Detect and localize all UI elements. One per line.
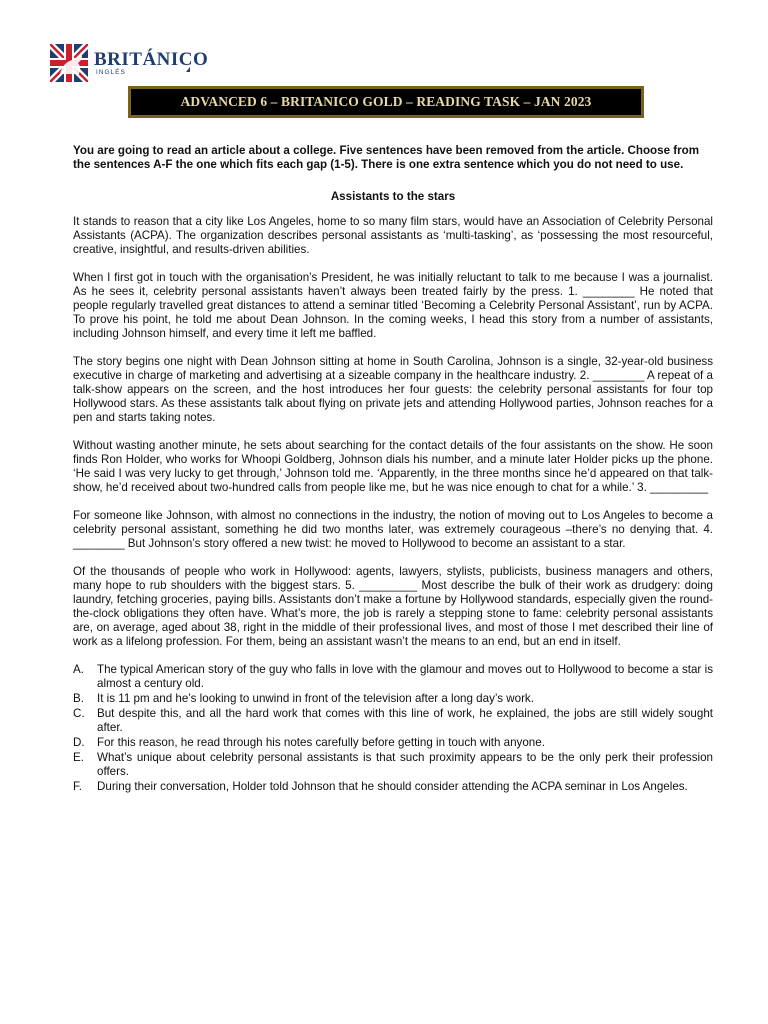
answer-options-list: [73, 663, 713, 794]
title-banner: [128, 86, 644, 118]
answer-option: [73, 751, 713, 779]
answer-option: [73, 663, 713, 691]
article-heading: Assistants to the stars: [330, 190, 456, 203]
task-instructions: You are going to read an article about a college. Five sentences have been removed from the article. Choose from the sentences A-F the one which fits each gap (1-5). There is one extra sentence which you do not need to use.: [73, 144, 700, 171]
brand-sub: INGLÉS: [96, 68, 126, 76]
union-jack-lion-icon: [50, 44, 88, 82]
option-letter: D.: [73, 736, 85, 749]
document-body: [73, 144, 713, 795]
option-letter: E.: [73, 751, 84, 764]
option-letter: A.: [73, 663, 84, 676]
answer-option: [73, 692, 713, 706]
answer-option: [73, 736, 713, 750]
article-paragraph: Without wasting another minute, he sets about searching for the contact details of the four assistants on the show. He soon finds Ron Holder, who works for Whoopi Goldberg, Johnson dials his number, and a minute later Holder picks up the phone. ‘He said I was very lucky to get through,’ Johnson told me. ‘Apparently, in the three months since he’d appeared on that talk-show, he’d received about two-hundred calls from people like me, but he was nice enough to chat for a while.’ 3. _________: [73, 439, 713, 494]
option-text: It is 11 pm and he’s looking to unwind in front of the television after a long day’s work.: [97, 692, 534, 705]
option-text: But despite this, and all the hard work that comes with this line of work, he explained, the jobs are still widely sought after.: [97, 707, 713, 734]
brand-name: BRITÁNICO: [94, 48, 209, 70]
option-letter: B.: [73, 692, 84, 705]
article-paragraph: For someone like Johnson, with almost no connections in the industry, the notion of moving out to Los Angeles to become a celebrity personal assistant, something he did two months later, was extremely courageous –there’s no denying that. 4. ________ But Johnson’s story offered a new twist: he moved to Hollywood to become an assistant to a star.: [73, 509, 713, 550]
logo-corner-mark: [186, 67, 190, 72]
answer-option: [73, 707, 713, 735]
page-title: ADVANCED 6 – BRITANICO GOLD – READING TASK – JAN 2023: [131, 89, 641, 115]
option-text: What’s unique about celebrity personal assistants is that such proximity appears to be the only perk their profession offers.: [97, 751, 713, 778]
article-paragraph: It stands to reason that a city like Los Angeles, home to so many film stars, would have an Association of Celebrity Personal Assistants (ACPA). The organization describes personal assistants as ‘multi-tasking’, as ‘possessing the most resourceful, creative, insightful, and results-driven abilities.: [73, 215, 713, 256]
option-letter: C.: [73, 707, 85, 720]
option-letter: F.: [73, 780, 83, 793]
option-text: For this reason, he read through his notes carefully before getting in touch with anyone.: [97, 736, 545, 749]
option-text: The typical American story of the guy who falls in love with the glamour and moves out to Hollywood to become a star is almost a century old.: [97, 663, 713, 690]
option-text: During their conversation, Holder told Johnson that he should consider attending the ACPA seminar in Los Angeles.: [97, 780, 688, 793]
answer-option: [73, 780, 713, 794]
britanico-logo: [50, 44, 208, 82]
article-paragraph: When I first got in touch with the organisation’s President, he was initially reluctant to talk to me because I was a journalist. As he sees it, celebrity personal assistants haven’t always been treated fairly by the press. 1. ________ He noted that people regularly travelled great distances to attend a seminar titled ‘Becoming a Celebrity Personal Assistant’, run by ACPA. To prove his point, he told me about Dean Johnson. In the coming weeks, I head this story from a number of assistants, including Johnson himself, and every time it left me baffled.: [73, 271, 713, 340]
article-paragraph: Of the thousands of people who work in Hollywood: agents, lawyers, stylists, publicists, business managers and others, many hope to rub shoulders with the biggest stars. 5. _________ Most describe the bulk of their work as drudgery: doing laundry, fetching groceries, paying bills. Assistants don’t make a fortune by Hollywood standards, especially given the round-the-clock obligations they often have. What’s more, the job is rarely a stepping stone to fame: celebrity personal assistants are, on average, aged about 38, right in the middle of their professional lives, and most of those I met described their line of work as a lifelong profession. For them, being an assistant wasn’t the means to an end, but an end in itself.: [73, 565, 713, 648]
article-paragraph: The story begins one night with Dean Johnson sitting at home in South Carolina, Johnson is a single, 32-year-old business executive in charge of marketing and advertising at a sizeable company in the healthcare industry. 2. ________ A repeat of a talk-show appears on the screen, and the host introduces her four guests: the celebrity personal assistants for four top Hollywood stars. As these assistants talk about flying on private jets and attending Hollywood parties, Johnson reaches for a pen and starts taking notes.: [73, 355, 713, 424]
